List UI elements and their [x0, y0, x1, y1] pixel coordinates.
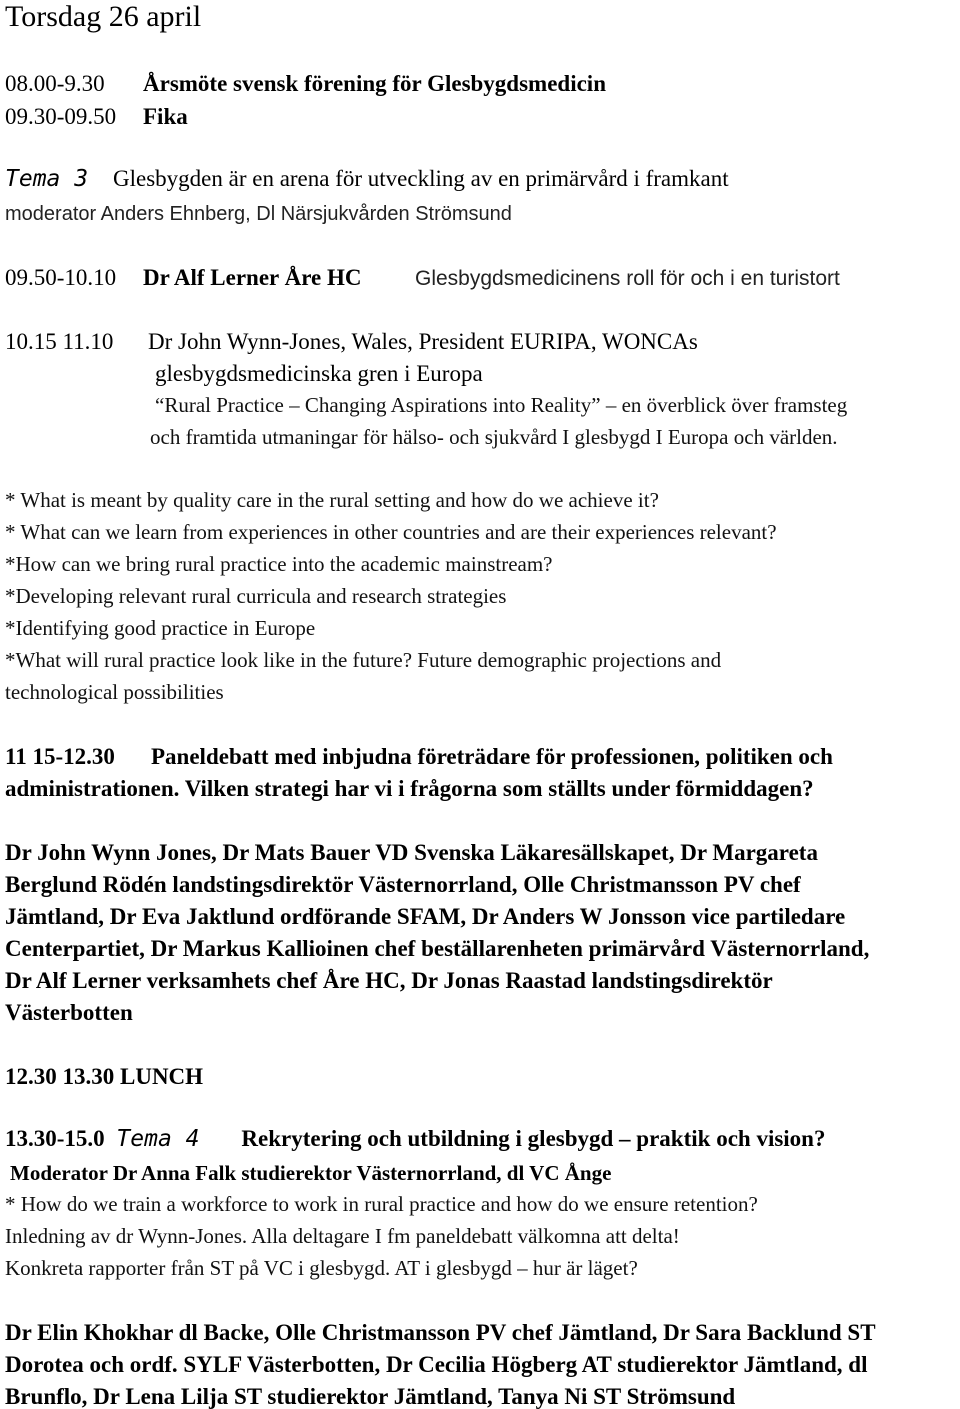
- schedule-row: [5, 745, 833, 768]
- panelist-line: Dr John Wynn Jones, Dr Mats Bauer VD Svenska Läkaresällskapet, Dr Margareta: [5, 840, 818, 865]
- panelist-line: Dr Alf Lerner verksamhets chef Åre HC, Dr Jonas Raastad landstingsdirektör: [5, 968, 773, 993]
- time: 13.30-15.0: [5, 1126, 105, 1151]
- panelist-line: Västerbotten: [5, 1000, 133, 1025]
- speaker: Dr John Wynn-Jones, Wales, President EURIPA, WONCAs: [148, 329, 698, 354]
- moderator: Moderator Dr Anna Falk studierektor Västernorrland, dl VC Ånge: [10, 1161, 612, 1185]
- lunch: 12.30 13.30 LUNCH: [5, 1064, 204, 1089]
- talk-description: och framtida utmaningar för hälso- och sjukvård I glesbygd I Europa och världen.: [150, 425, 838, 449]
- theme-heading: [5, 1127, 825, 1151]
- panelist-line: Centerpartiet, Dr Markus Kallioinen chef beställarenheten primärvård Västernorrland,: [5, 936, 870, 961]
- event: Årsmöte svensk förening för Glesbygdsmedicin: [143, 71, 606, 96]
- time: 08.00-9.30: [5, 71, 105, 96]
- talk-description: “Rural Practice – Changing Aspirations into Reality” – en överblick över framsteg: [155, 393, 848, 417]
- time: 09.50-10.10: [5, 265, 117, 290]
- participant-line: Dorotea och ordf. SYLF Västerbotten, Dr Cecilia Högberg AT studierektor Jämtland, dl: [5, 1352, 868, 1377]
- question-line: technological possibilities: [5, 680, 224, 704]
- participant-line: Dr Elin Khokhar dl Backe, Olle Christmansson PV chef Jämtland, Dr Sara Backlund ST: [5, 1320, 876, 1345]
- speaker-line: glesbygdsmedicinska gren i Europa: [155, 361, 483, 386]
- time: 09.30-09.50: [5, 104, 117, 129]
- event: Fika: [143, 104, 188, 129]
- question-line: * What is meant by quality care in the rural setting and how do we achieve it?: [5, 488, 659, 512]
- schedule-row: [5, 330, 698, 353]
- session-line: Inledning av dr Wynn-Jones. Alla deltagare I fm paneldebatt välkomna att delta!: [5, 1224, 680, 1248]
- question-line: *What will rural practice look like in the future? Future demographic projections and: [5, 648, 722, 672]
- moderator: moderator Anders Ehnberg, Dl Närsjukvården Strömsund: [5, 203, 512, 225]
- panelist-line: Jämtland, Dr Eva Jaktlund ordförande SFAM, Dr Anders W Jonsson vice partiledare: [5, 904, 846, 929]
- time: 11 15-12.30: [5, 744, 115, 769]
- theme-title: Rekrytering och utbildning i glesbygd – praktik och vision?: [241, 1126, 826, 1151]
- question-line: * What can we learn from experiences in other countries and are their experiences relevant?: [5, 520, 777, 544]
- topic: Glesbygdsmedicinens roll för och i en turistort: [415, 267, 840, 290]
- theme-heading: [5, 167, 729, 191]
- panel-title: Paneldebatt med inbjudna företrädare för professionen, politiken och: [151, 744, 833, 769]
- panelist-line: Berglund Rödén landstingsdirektör Västernorrland, Olle Christmansson PV chef: [5, 872, 801, 897]
- schedule-row: [5, 266, 840, 289]
- page-title: Torsdag 26 april: [5, 0, 202, 33]
- time: 10.15 11.10: [5, 329, 114, 354]
- speaker: Dr Alf Lerner Åre HC: [143, 265, 362, 290]
- question-line: *Identifying good practice in Europe: [5, 616, 316, 640]
- question-line: *Developing relevant rural curricula and research strategies: [5, 584, 507, 608]
- session-line: Konkreta rapporter från ST på VC i glesbygd. AT i glesbygd – hur är läget?: [5, 1256, 638, 1280]
- theme-label: Tema 4: [116, 1126, 200, 1152]
- session-line: * How do we train a workforce to work in rural practice and how do we ensure retention?: [5, 1192, 758, 1216]
- panel-title-cont: administrationen. Vilken strategi har vi i frågorna som ställts under förmiddagen?: [5, 776, 814, 801]
- theme-label: Tema 3: [5, 166, 89, 192]
- theme-title: Glesbygden är en arena för utveckling av en primärvård i framkant: [113, 166, 729, 191]
- question-line: *How can we bring rural practice into the academic mainstream?: [5, 552, 553, 576]
- participant-line: Brunflo, Dr Lena Lilja ST studierektor Jämtland, Tanya Ni ST Strömsund: [5, 1384, 736, 1409]
- schedule-row: [5, 105, 188, 128]
- schedule-row: [5, 72, 606, 95]
